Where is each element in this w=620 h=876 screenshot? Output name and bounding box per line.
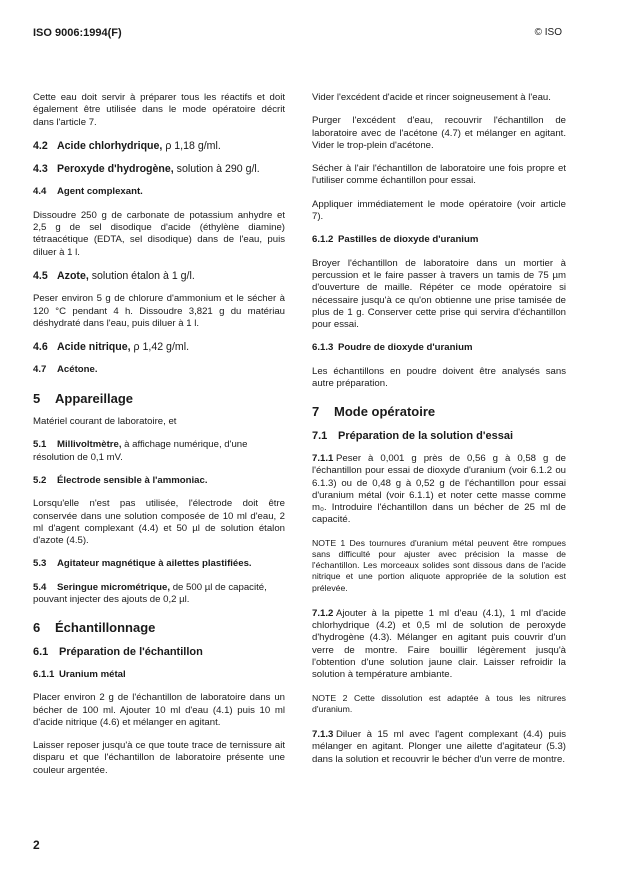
- section-6-1-2-text: Broyer l'échantillon de laboratoire dans un mortier à percussion et le faire passer à travers un tamis de 75 µm d'ouverture de maille. Répéter ce mode opératoire si nécessaire jusqu'à ce qu'on obtienne une prise tamisée de plus de 1 g. Conserver cette prise qui servira d'échantillon pour essai.: [312, 257, 566, 331]
- clause-5-1: 5.1 Millivoltmètre, à affichage numérique, d'une résolution de 0,1 mV.: [33, 439, 248, 463]
- section-6-1-2-heading: 6.1.2 Pastilles de dioxyde d'uranium: [312, 234, 479, 246]
- header-standard-id: ISO 9006:1994(F): [33, 27, 122, 39]
- section-6-1-1-p1: Placer environ 2 g de l'échantillon de laboratoire dans un bécher de 100 ml. Ajouter 10 ml d'eau (4.1) puis 10 ml d'acide nitrique (4.6) et mélanger en agitant.: [33, 692, 285, 728]
- right-column: [312, 92, 566, 777]
- section-6-1-3-heading: 6.1.3 Poudre de dioxyde d'uranium: [312, 342, 473, 354]
- clause-5-4: 5.4 Seringue micrométrique, de 500 µl de capacité, pouvant injecter des ajouts de 0,2 µl.: [33, 581, 267, 606]
- note-2: NOTE 2 Cette dissolution est adaptée à tous les nitrures d'uranium.: [312, 692, 566, 714]
- section-7-1-2: 7.1.2 Ajouter à la pipette 1 ml d'eau (4.1), 1 ml d'acide chlorhydrique (4.2) et 0,5 ml de solution de peroxyde d'hydrogène (4.3). Mélanger en agitant puis couvrir d'un verre de montre. Faire bouillir légèrement jusqu'à l'obtention d'une solution jaune clair. Laisser refroidir la solution à température ambiante.: [312, 607, 566, 681]
- page-number: 2: [33, 838, 40, 852]
- clause-4-4: 4.4 Agent complexant.: [33, 186, 143, 198]
- clause-4-2: 4.2 Acide chlorhydrique, ρ 1,18 g/ml.: [33, 139, 221, 152]
- left-column: [33, 92, 285, 788]
- section-7-1-heading: 7.1 Préparation de la solution d'essai: [312, 429, 513, 442]
- clause-4-5-text: Peser environ 5 g de chlorure d'ammonium et le sécher à 120 °C pendant 4 h. Dissoudre 3,821 g du matériau déshydraté dans l'eau, puis diluer à 1 l.: [33, 293, 285, 329]
- section-6-1-3-text: Les échantillons en poudre doivent être analysés sans autre préparation.: [312, 365, 566, 390]
- apply-paragraph: Appliquer immédiatement le mode opératoire (voir article 7).: [312, 198, 566, 223]
- clause-5-2-text: Lorsqu'elle n'est pas utilisée, l'électrode doit être conservée dans une solution composée de 10 ml d'eau, 2 ml d'agent complexant (4.4) et 50 µl de solution étalon d'azote (4.5).: [33, 498, 285, 547]
- rinse-paragraph: Vider l'excédent d'acide et rincer soigneusement à l'eau.: [312, 92, 551, 103]
- section-6-1-1-p2: Laisser reposer jusqu'à ce que toute trace de ternissure ait disparu et que l'échantillon de laboratoire présente une couleur argentée.: [33, 740, 285, 776]
- section-5-intro: Matériel courant de laboratoire, et: [33, 416, 177, 428]
- intro-paragraph: Cette eau doit servir à préparer tous les réactifs et doit également être utilisée dans le mode opératoire décrit dans l'article 7.: [33, 92, 285, 128]
- clause-4-6: 4.6 Acide nitrique, ρ 1,42 g/ml.: [33, 341, 190, 354]
- acetone-paragraph: Purger l'excédent d'eau, recouvrir l'échantillon de laboratoire avec de l'acétone (4.7) et mélanger en agitant. Vider le trop-plein d'acétone.: [312, 115, 566, 151]
- header-copyright: © ISO: [534, 27, 562, 38]
- dry-paragraph: Sécher à l'air l'échantillon de laboratoire une fois propre et l'utiliser comme échantillon pour essai.: [312, 163, 566, 187]
- clause-5-3: 5.3 Agitateur magnétique à ailettes plastifiées.: [33, 558, 252, 570]
- section-5-heading: 5 Appareillage: [33, 390, 134, 406]
- clause-4-7: 4.7 Acétone.: [33, 364, 98, 376]
- section-6-1-heading: 6.1 Préparation de l'échantillon: [33, 645, 203, 658]
- section-6-heading: 6 Échantillonnage: [33, 620, 156, 636]
- clause-4-4-text: Dissoudre 250 g de carbonate de potassium anhydre et 2,5 g de sel disodique d'acide (éthylène diamine) tétraacétique (EDTA, sel disodique) dans de l'eau, puis diluer à 1 l.: [33, 209, 285, 258]
- clause-4-3: 4.3 Peroxyde d'hydrogène, solution à 290 g/l.: [33, 163, 260, 176]
- section-7-1-1: 7.1.1 Peser à 0,001 g près de 0,56 g à 0,58 g de l'échantillon pour essai de dioxyde d'uranium (voir 6.1.2 ou 6.1.3) ou de 0,48 g à 0,52 g de l'échantillon pour essai d'uranium métal (voir 6.1.1) et noter cette masse comme m₀. Introduire l'échantillon dans un bécher de 25 ml de capacité.: [312, 452, 566, 526]
- section-6-1-1-heading: 6.1.1 Uranium métal: [33, 668, 126, 680]
- clause-4-5: 4.5 Azote, solution étalon à 1 g/l.: [33, 269, 195, 282]
- section-7-heading: 7 Mode opératoire: [312, 404, 436, 420]
- note-1: NOTE 1 Des tournures d'uranium métal peuvent être rompues sans difficulté pour ajuster avec précision la masse de l'échantillon. Les morceaux solides sont dissous dans de l'acide nitrique et une portion aliquote appropriée de la solution est prélevée.: [312, 537, 566, 593]
- clause-5-2: 5.2 Électrode sensible à l'ammoniac.: [33, 474, 208, 486]
- section-7-1-3: 7.1.3 Diluer à 15 ml avec l'agent complexant (4.4) puis mélanger en agitant. Plonger une ailette d'agitateur (5.3) dans la solution et recouvrir le bécher d'un verre de montre.: [312, 728, 566, 765]
